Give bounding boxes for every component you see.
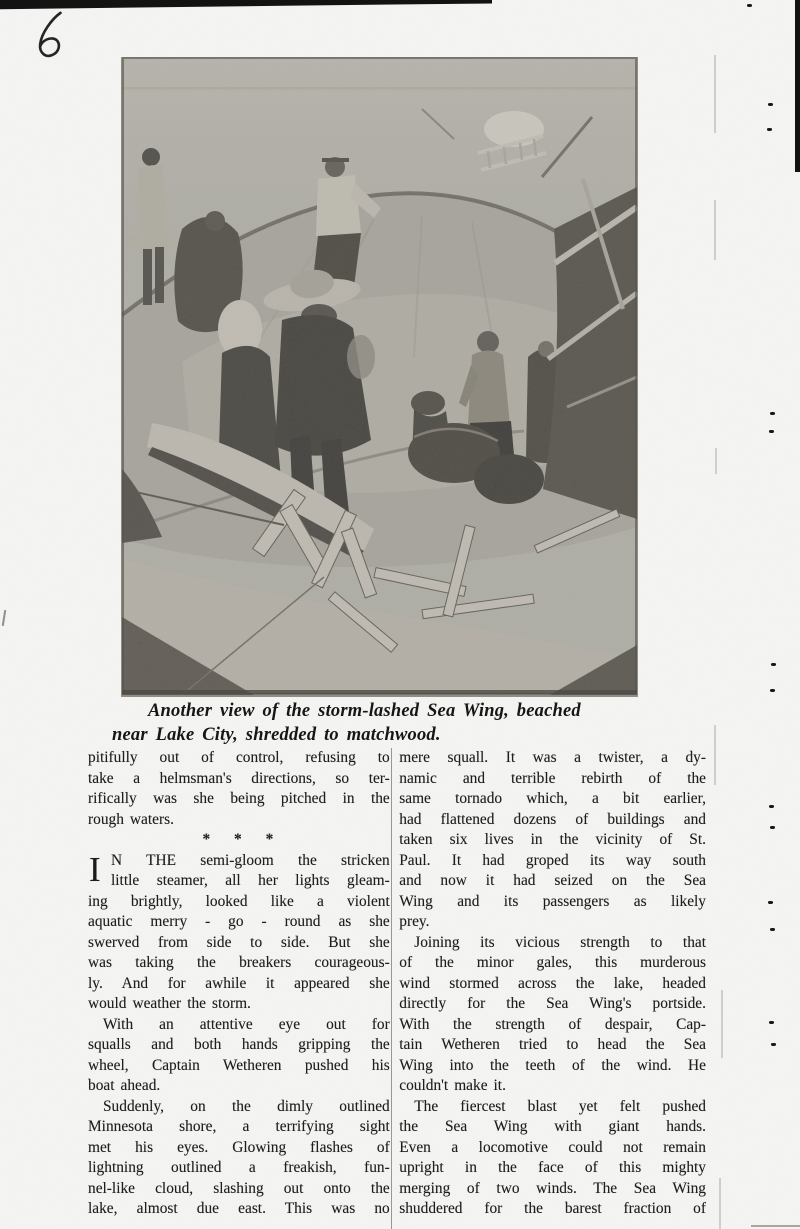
text-line: mere squall. It was a twister, a dy- (399, 749, 706, 766)
scan-speck (770, 412, 775, 415)
text-line: was taking the breakers courageous- (88, 954, 390, 971)
scan-dash (721, 990, 723, 1058)
paragraph (399, 933, 706, 1097)
scan-speck (768, 901, 773, 904)
paragraph (88, 1015, 390, 1097)
text-line: lightning outlined a freakish, fun- (88, 1159, 390, 1176)
text-line: N THE semi-gloom the stricken (111, 851, 390, 869)
text-line: Minnesota shore, a terrifying sight (88, 1118, 390, 1135)
scan-speck (767, 128, 772, 131)
text-line: swerved from side to side. But she (88, 933, 390, 951)
text-line: shuddered for the barest fraction of (399, 1200, 706, 1217)
text-line: The fiercest blast yet felt pushed (414, 1097, 706, 1115)
article-column-left (88, 748, 390, 1229)
text-line: had flattened dozens of buildings and (399, 810, 706, 828)
drop-cap: I (89, 849, 101, 889)
text-line: rough waters. (88, 810, 174, 828)
shipwreck-photo (122, 57, 637, 695)
text-line: lake, almost due east. This was no (88, 1200, 390, 1217)
scan-speck (768, 103, 773, 106)
scan-line-artifact (751, 1225, 800, 1227)
text-line: the Sea Wing with giant hands. (399, 1118, 706, 1135)
scan-speck (769, 805, 774, 808)
text-line: little steamer, all her lights gleam- (111, 872, 390, 889)
text-line: merging of two winds. The Sea Wing (399, 1179, 706, 1197)
text-line: taken six lives in the vicinity of St. (399, 831, 706, 848)
paragraph (88, 851, 390, 1015)
text-line: Wing and its passengers as likely (399, 892, 706, 910)
scan-speck (769, 1021, 774, 1024)
text-line: upright in the face of this mighty (399, 1159, 706, 1176)
scan-dash (714, 200, 716, 260)
scan-speck (770, 928, 775, 931)
section-separator: * * * (202, 831, 276, 848)
scan-speck (771, 1043, 776, 1046)
scan-dash (714, 55, 716, 133)
text-line: of the minor gales, this murderous (399, 954, 706, 971)
text-line: pitifully out of control, refusing to (88, 749, 390, 766)
paragraph (399, 748, 706, 933)
scan-speck (770, 689, 775, 692)
paragraph (88, 1097, 390, 1220)
text-line: aquatic merry - go - round as she (88, 913, 390, 930)
paragraph (88, 748, 390, 830)
text-line: met his eyes. Glowing flashes of (88, 1138, 390, 1156)
text-line: Wing into the teeth of the wind. He (399, 1056, 706, 1074)
photo-caption (112, 700, 668, 747)
text-line: Paul. It had groped its way south (399, 851, 706, 869)
scan-mark (2, 610, 6, 626)
text-line: would weather the storm. (88, 995, 251, 1012)
text-line: tain Wetheren tried to head the Sea (399, 1036, 706, 1053)
text-line: nel-like cloud, slashing out onto the (88, 1179, 390, 1197)
text-line: couldn't make it. (399, 1077, 506, 1094)
text-line: namic and terrible rebirth of the (399, 769, 706, 787)
text-line: prey. (399, 913, 430, 930)
scan-speck (769, 430, 774, 433)
text-line: wind stormed across the lake, headed (399, 974, 706, 992)
text-line: squalls and both hands gripping the (88, 1036, 390, 1053)
scan-speck (771, 663, 776, 666)
text-line: ly. And for awhile it appeared she (88, 974, 390, 992)
scan-edge-strip (795, 0, 800, 172)
caption-line-2: near Lake City, shredded to matchwood. (112, 724, 441, 745)
scan-dash (714, 725, 716, 785)
text-line: wheel, Captain Wetheren pushed his (88, 1056, 390, 1074)
text-line: With the strength of despair, Cap- (399, 1015, 706, 1033)
text-line: With an attentive eye out for (103, 1015, 390, 1033)
scan-speck (747, 4, 752, 7)
caption-line-1: Another view of the storm-lashed Sea Wing, beached (148, 701, 581, 721)
article-column-right (393, 748, 706, 1229)
text-line: Even a locomotive could not remain (399, 1138, 706, 1156)
scan-edge-bar (0, 0, 492, 10)
scan-speck (770, 826, 775, 829)
scan-dash (719, 1178, 721, 1229)
scan-dash (715, 448, 717, 474)
text-line: and now it had seized on the Sea (399, 872, 706, 889)
text-line: directly for the Sea Wing's portside. (399, 995, 706, 1012)
text-line: take a helmsman's directions, so ter- (88, 769, 390, 787)
text-line: rifically was she being pitched in the (88, 790, 390, 807)
text-line: ing brightly, looked like a violent (88, 892, 390, 910)
paragraph (399, 1097, 706, 1220)
column-rule (391, 748, 393, 1229)
text-line: same tornado which, a bit earlier, (399, 790, 706, 807)
article-body (88, 748, 706, 1229)
handwritten-page-number (27, 8, 75, 67)
text-line: Suddenly, on the dimly outlined (103, 1097, 390, 1115)
text-line: Joining its vicious strength to that (414, 933, 706, 951)
text-line: boat ahead. (88, 1077, 161, 1094)
